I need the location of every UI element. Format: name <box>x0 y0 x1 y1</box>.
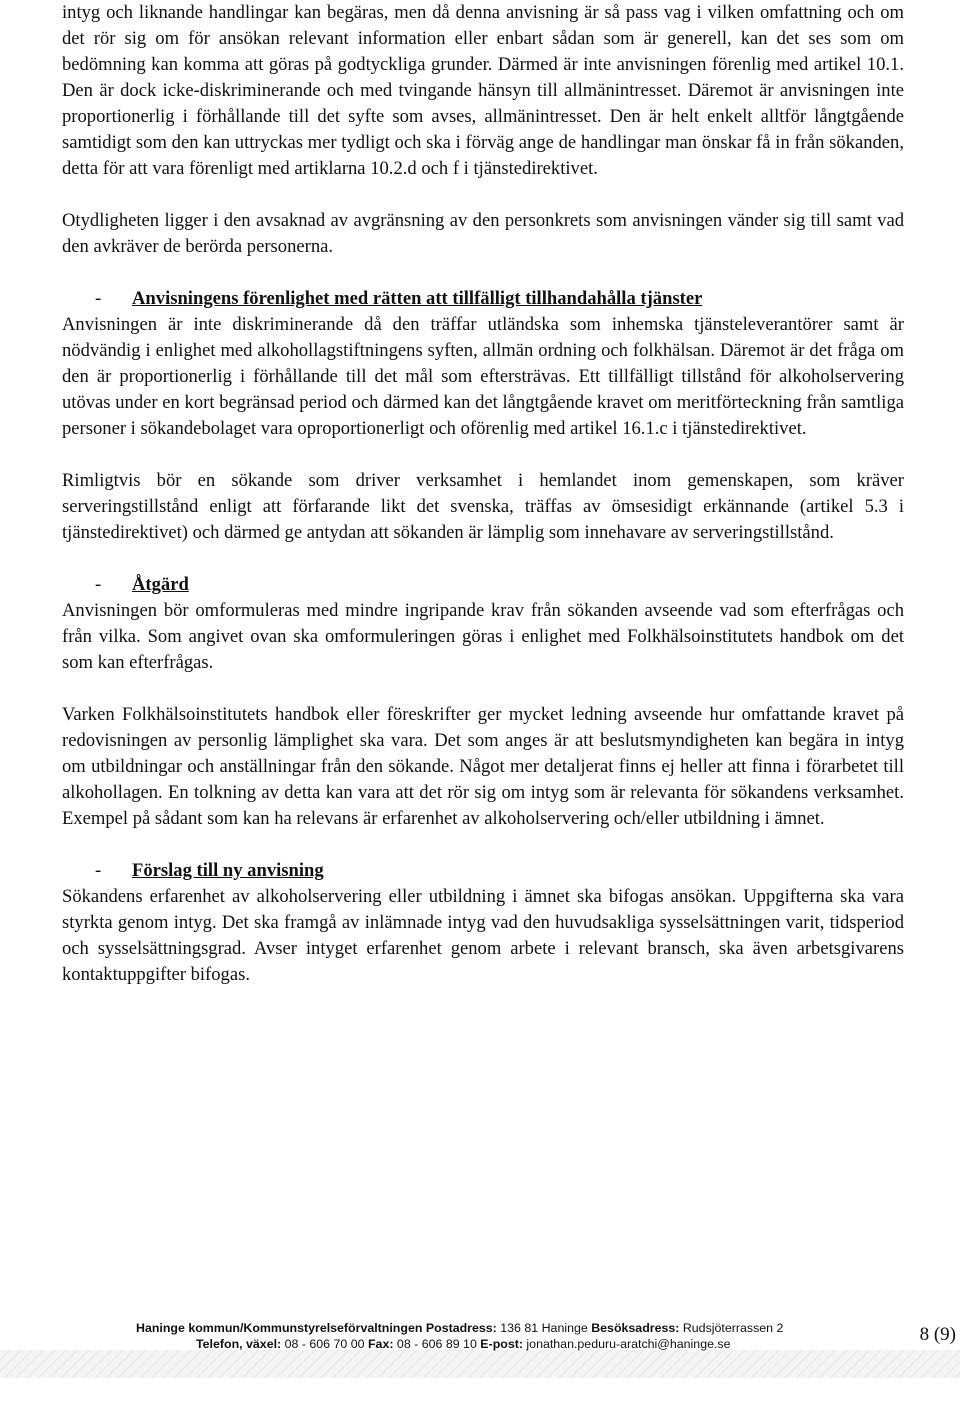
paragraph-7: Sökandens erfarenhet av alkoholservering eller utbildning i ämnet ska bifogas ansökan. Uppgifterna ska vara styrkta genom intyg. Det ska framgå av inlämnade intyg vad den huvudsakliga sysselsättningen varit, tidsperiod och sysselsättningsgrad. Avser intyget erfarenhet genom arbete i relevant bransch, ska även arbetsgivarens kontaktuppgifter bifogas. <box>62 886 904 985</box>
footer-besoksadress-label: Besöksadress: <box>591 1321 680 1335</box>
heading-atgard <box>62 572 904 598</box>
heading-text: Anvisningens förenlighet med rätten att tillfälligt tillhandahålla tjänster <box>132 288 703 309</box>
page-footer <box>0 1320 960 1405</box>
footer-epost-label: E-post: <box>480 1337 523 1351</box>
footer-telefon: 08 - 606 70 00 <box>284 1337 365 1351</box>
heading-tillfalligt <box>62 286 904 312</box>
document-body <box>62 0 904 988</box>
heading-dash: - <box>95 288 102 309</box>
footer-address-line <box>136 1321 783 1335</box>
footer-epost: jonathan.peduru-aratchi@haninge.se <box>526 1337 731 1351</box>
paragraph-4: Rimligtvis bör en sökande som driver verksamhet i hemlandet inom gemenskapen, som kräver serveringstillstånd enligt att förfarande likt det svenska, träffas av ömsesidigt erkännande (artikel 5.3 i tjänstedirektivet) och därmed ge antydan att sökanden är lämplig som innehavare av serveringstillstånd. <box>62 470 904 543</box>
footer-besoksadress: Rudsjöterrassen 2 <box>682 1321 784 1335</box>
footer-postadress-label: Postadress: <box>425 1321 497 1335</box>
heading-forslag <box>62 858 904 884</box>
footer-postadress: 136 81 Haninge <box>500 1321 588 1335</box>
heading-text: Åtgärd <box>132 574 189 595</box>
footer-org: Haninge kommun/Kommunstyrelseförvaltningen <box>136 1321 423 1335</box>
paragraph-6: Varken Folkhälsoinstitutets handbok eller föreskrifter ger mycket ledning avseende hur omfattande kravet på redovisningen av personlig lämplighet ska vara. Det som anges är att beslutsmyndigheten kan begära in intyg om utbildningar och anställningar från den sökande. Något mer detaljerat finns ej heller att finna i förarbetet till alkohollagen. En tolkning av detta kan vara att det rör sig om intyg som är relevanta för sökandens verksamhet. Exempel på sådant som kan ha relevans är erfarenhet av alkoholservering och/eller utbildning i ämnet. <box>62 704 904 829</box>
footer-band <box>0 1350 960 1378</box>
heading-dash: - <box>95 860 102 881</box>
footer-telefon-label: Telefon, växel: <box>196 1337 282 1351</box>
paragraph-5: Anvisningen bör omformuleras med mindre ingripande krav från sökanden avseende vad som efterfrågas och från vilka. Som angivet ovan ska omformuleringen göras i enlighet med Folkhälsoinstitutets handbok om det som kan efterfrågas. <box>62 600 904 673</box>
heading-text: Förslag till ny anvisning <box>132 860 324 881</box>
paragraph-3: Anvisningen är inte diskriminerande då den träffar utländska som inhemska tjänsteleverantörer samt är nödvändig i enlighet med alkohollagstiftningens syften, allmän ordning och folkhälsan. Däremot är det fråga om den är proportionerlig i förhållande till det mål som eftersträvas. Ett tillfälligt tillstånd för alkoholservering utövas under en kort begränsad period och därmed kan det långtgående kravet om meritförteckning från samtliga personer i sökandebolaget vara oproportionerligt och oförenlig med artikel 16.1.c i tjänstedirektivet. <box>62 314 904 439</box>
paragraph-2: Otydligheten ligger i den avsaknad av avgränsning av den personkrets som anvisningen vänder sig till samt vad den avkräver de berörda personerna. <box>62 210 904 257</box>
footer-contact-line <box>196 1337 731 1351</box>
heading-dash: - <box>95 574 102 595</box>
footer-fax: 08 - 606 89 10 <box>396 1337 477 1351</box>
footer-fax-label: Fax: <box>367 1337 394 1351</box>
paragraph-1: intyg och liknande handlingar kan begäras, men då denna anvisning är så pass vag i vilken omfattning och om det rör sig om för ansökan relevant information eller enbart sådan som är generell, kan det ses som om bedömning kan komma att göras på godtyckliga grunder. Därmed är inte anvisningen förenlig med artikel 10.1. Den är dock icke-diskriminerande och med tvingande hänsyn till allmänintresset. Däremot är anvisningen inte proportionerlig i förhållande till det syfte som avses, allmänintresset. Den är helt enkelt alltför långtgående samtidigt som den kan uttryckas mer tydligt och ska i förväg ange de handlingar man önskar få in från sökanden, detta för att vara förenligt med artiklarna 10.2.d och f i tjänstedirektivet. <box>62 2 904 179</box>
page-number: 8 (9) <box>919 1324 956 1345</box>
